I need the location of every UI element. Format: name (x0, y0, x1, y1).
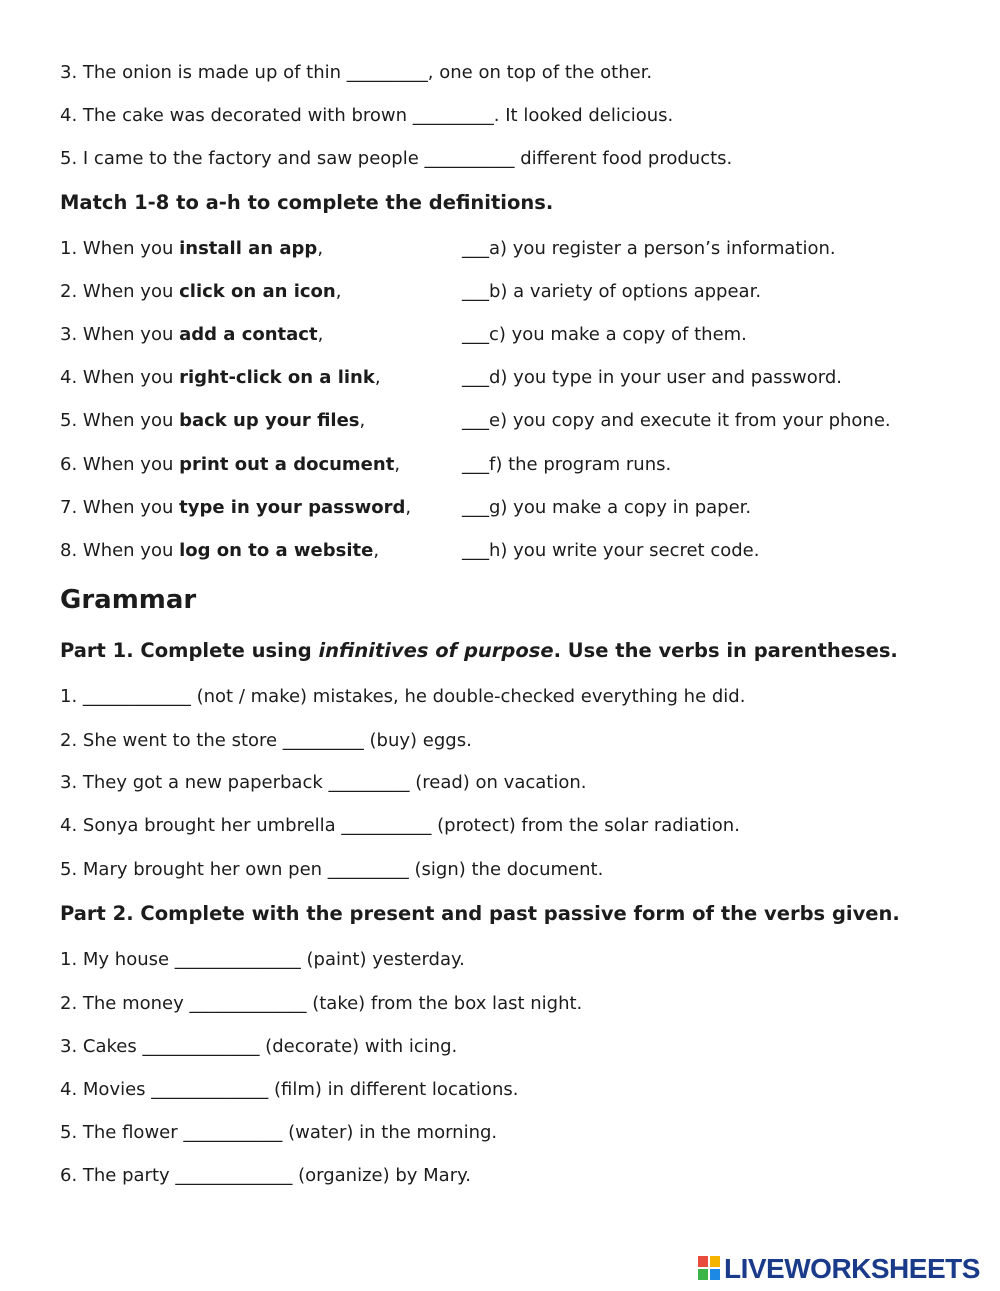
match-left-6: 6. When you print out a document, (60, 454, 401, 475)
vocab-item-4: 4. The cake was decorated with brown _________. It looked delicious. (60, 105, 674, 126)
match-right-c[interactable]: ___c) you make a copy of them. (462, 324, 747, 345)
part2-item-6[interactable]: 6. The party _____________ (organize) by Mary. (60, 1165, 471, 1186)
part2-item-2[interactable]: 2. The money _____________ (take) from the box last night. (60, 993, 583, 1014)
match-right-e[interactable]: ___e) you copy and execute it from your phone. (462, 410, 891, 431)
logo-tiles-icon (698, 1256, 722, 1282)
part1-item-1[interactable]: 1. ____________ (not / make) mistakes, he double-checked everything he did. (60, 686, 746, 707)
part1-item-3[interactable]: 3. They got a new paperback _________ (read) on vacation. (60, 772, 587, 793)
match-left-5: 5. When you back up your files, (60, 410, 366, 431)
grammar-title: Grammar (60, 585, 197, 615)
vocab-item-5: 5. I came to the factory and saw people __________ different food products. (60, 148, 733, 169)
match-heading: Match 1-8 to a-h to complete the definitions. (60, 191, 554, 214)
match-right-b[interactable]: ___b) a variety of options appear. (462, 281, 762, 302)
vocab-item-3: 3. The onion is made up of thin _________, one on top of the other. (60, 62, 653, 83)
match-left-7: 7. When you type in your password, (60, 497, 412, 518)
answer-blank[interactable]: _________ (412, 105, 494, 126)
part1-item-2[interactable]: 2. She went to the store _________ (buy) eggs. (60, 730, 472, 751)
answer-blank[interactable]: __________ (424, 148, 515, 169)
part1-item-4[interactable]: 4. Sonya brought her umbrella __________ (protect) from the solar radiation. (60, 815, 740, 836)
match-right-g[interactable]: ___g) you make a copy in paper. (462, 497, 752, 518)
part2-item-1[interactable]: 1. My house ______________ (paint) yesterday. (60, 949, 465, 970)
part1-item-5[interactable]: 5. Mary brought her own pen _________ (sign) the document. (60, 859, 604, 880)
part1-heading: Part 1. Complete using infinitives of purpose. Use the verbs in parentheses. (60, 639, 898, 662)
match-right-f[interactable]: ___f) the program runs. (462, 454, 672, 475)
match-left-4: 4. When you right-click on a link, (60, 367, 381, 388)
match-left-3: 3. When you add a contact, (60, 324, 324, 345)
liveworksheets-logo (698, 1254, 980, 1284)
match-left-2: 2. When you click on an icon, (60, 281, 342, 302)
match-right-a[interactable]: ___a) you register a person’s information. (462, 238, 836, 259)
match-left-1: 1. When you install an app, (60, 238, 324, 259)
part2-heading: Part 2. Complete with the present and past passive form of the verbs given. (60, 902, 900, 925)
part2-item-4[interactable]: 4. Movies _____________ (film) in different locations. (60, 1079, 519, 1100)
part2-item-3[interactable]: 3. Cakes _____________ (decorate) with icing. (60, 1036, 458, 1057)
part2-item-5[interactable]: 5. The flower ___________ (water) in the morning. (60, 1122, 498, 1143)
match-left-8: 8. When you log on to a website, (60, 540, 380, 561)
match-right-d[interactable]: ___d) you type in your user and password. (462, 367, 842, 388)
answer-blank[interactable]: _________ (346, 62, 428, 83)
match-right-h[interactable]: ___h) you write your secret code. (462, 540, 760, 561)
logo-text: LIVEWORKSHEETS (724, 1253, 980, 1284)
